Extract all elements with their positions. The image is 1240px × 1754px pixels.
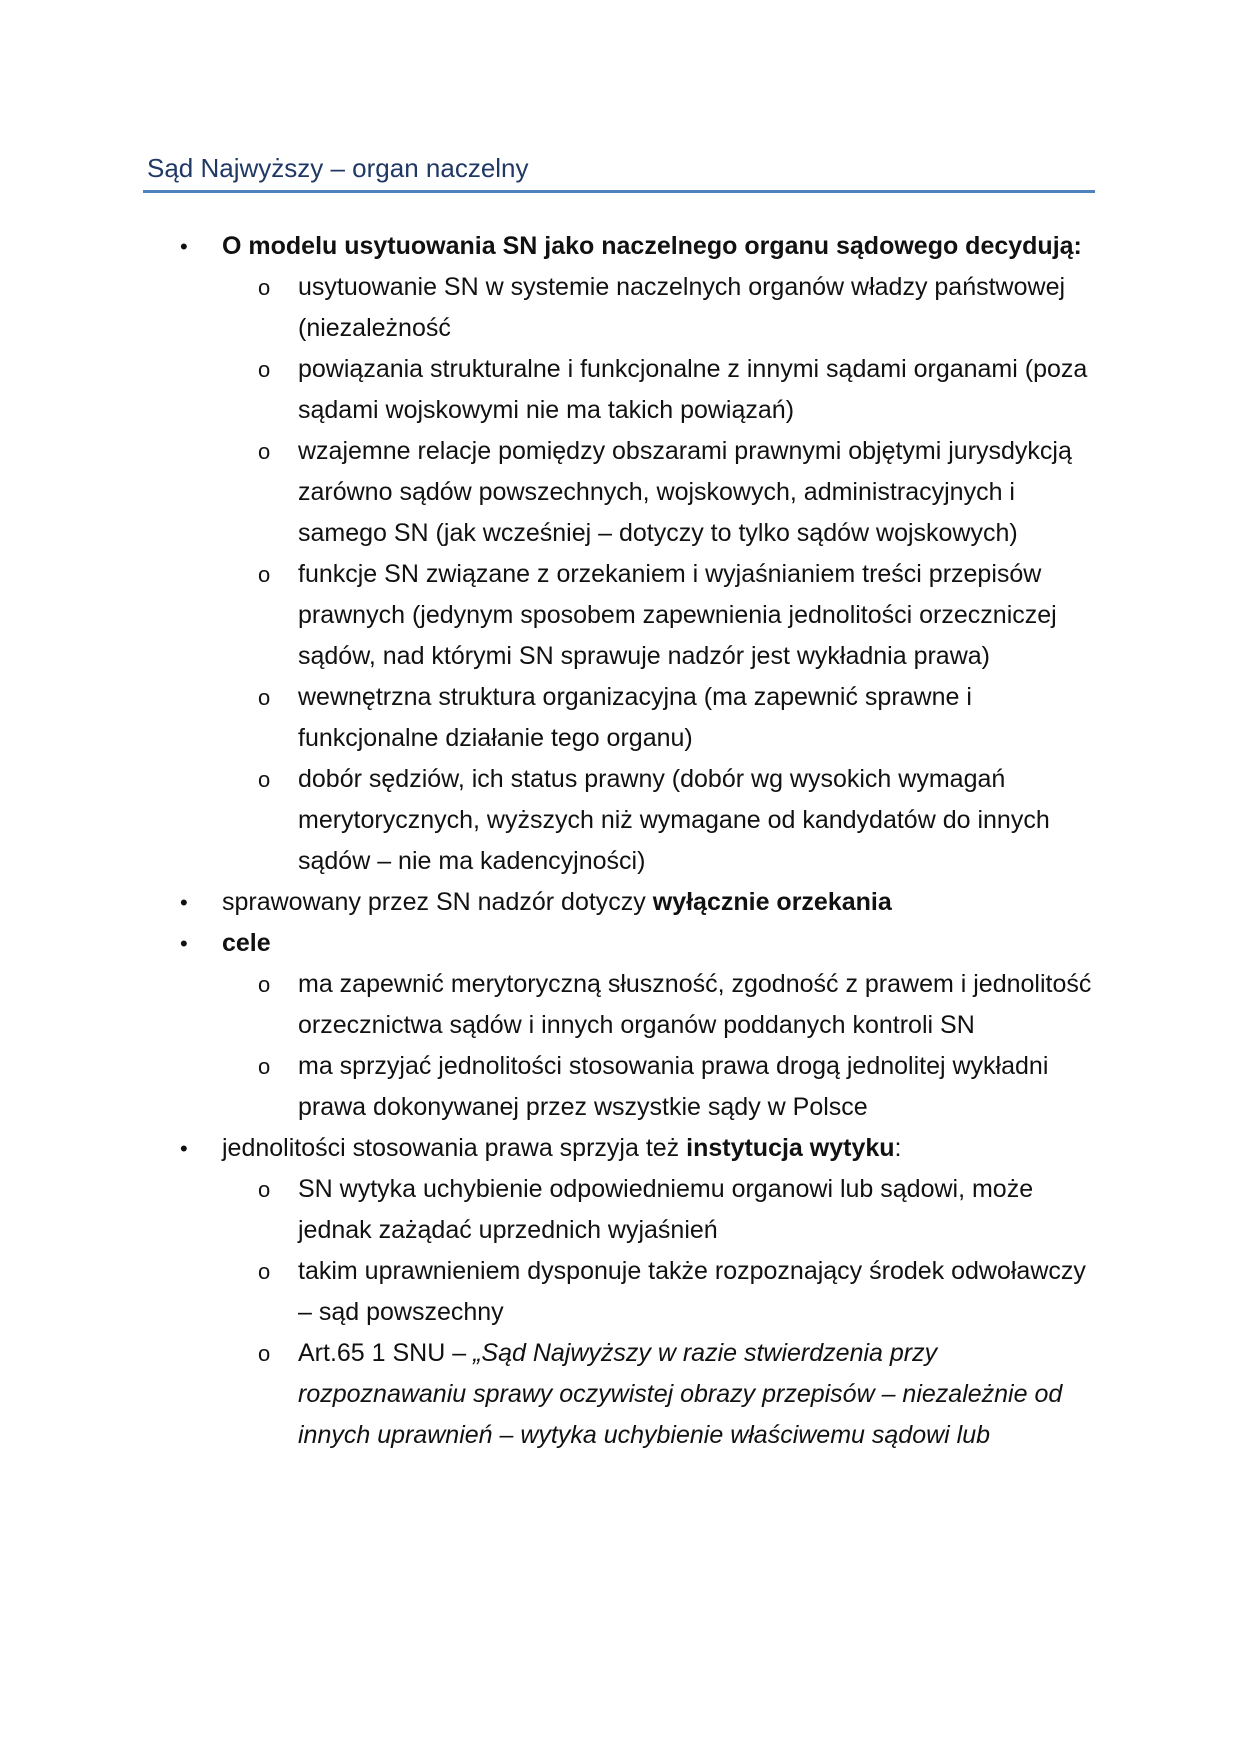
sub-item-text: powiązania strukturalne i funkcjonalne z innymi sądami organami (poza sądami wojskowymi nie ma takich powiązań)	[298, 355, 1088, 424]
sub-list-item	[176, 267, 1106, 349]
sub-item-text: wewnętrzna struktura organizacyjna (ma zapewnić sprawne i funkcjonalne działanie tego organu)	[298, 683, 972, 752]
sub-item-text: takim uprawnieniem dysponuje także rozpoznający środek odwoławczy – sąd powszechny	[298, 1257, 1086, 1326]
sub-item-text: SN wytyka uchybienie odpowiedniemu organowi lub sądowi, może jednak zażądać uprzednich wyjaśnień	[298, 1175, 1034, 1244]
sub-list	[176, 1169, 1106, 1456]
list-item	[176, 923, 1106, 964]
heading-underline	[143, 190, 1095, 193]
sub-list-item	[176, 349, 1106, 431]
sub-item-text: usytuowanie SN w systemie naczelnych organów władzy państwowej (niezależność	[298, 273, 1066, 342]
sub-bullet-icon: o	[258, 562, 271, 587]
sub-list-item	[176, 1251, 1106, 1333]
bullet-icon: •	[180, 1136, 188, 1161]
sub-list	[176, 267, 1106, 882]
sub-bullet-icon: o	[258, 685, 271, 710]
list-item-text	[222, 1128, 1106, 1169]
sub-list-item	[176, 1333, 1106, 1456]
plain-text: Art.65 1 SNU –	[298, 1339, 474, 1367]
sub-bullet-icon: o	[258, 439, 271, 464]
bullet-icon: •	[180, 234, 188, 259]
page-title: Sąd Najwyższy – organ naczelny	[147, 153, 529, 183]
sub-item-text: ma sprzyjać jednolitości stosowania prawa drogą jednolitej wykładni prawa dokonywanej przez wszystkie sądy w Polsce	[298, 1052, 1049, 1121]
plain-text: sprawowany przez SN nadzór dotyczy	[222, 888, 653, 916]
list-item	[176, 226, 1106, 267]
sub-list-item	[176, 1046, 1106, 1128]
sub-list	[176, 964, 1106, 1128]
sub-list-item	[176, 1169, 1106, 1251]
sub-bullet-icon: o	[258, 1054, 271, 1079]
sub-bullet-icon: o	[258, 275, 271, 300]
sub-item-text: dobór sędziów, ich status prawny (dobór wg wysokich wymagań merytorycznych, wyższych niż wymagane od kandydatów do innych sądów – nie ma kadencyjności)	[298, 765, 1050, 875]
bullet-icon: •	[180, 890, 188, 915]
list-item-text	[222, 923, 1106, 964]
sub-bullet-icon: o	[258, 1259, 271, 1284]
list-item	[176, 882, 1106, 923]
list-item	[176, 1128, 1106, 1169]
sub-item-text: wzajemne relacje pomiędzy obszarami prawnymi objętymi jurysdykcją zarówno sądów powszechnych, wojskowych, administracyjnych i samego SN (jak wcześniej – dotyczy to tylko sądów wojskowych)	[298, 437, 1072, 547]
bold-text: wyłącznie orzekania	[652, 888, 892, 916]
plain-text: jednolitości stosowania prawa sprzyja też	[222, 1134, 687, 1162]
sub-item-text: funkcje SN związane z orzekaniem i wyjaśnianiem treści przepisów prawnych (jedynym sposobem zapewnienia jednolitości orzeczniczej sądów, nad którymi SN sprawuje nadzór jest wykładnia prawa)	[298, 560, 1057, 670]
list-item-text	[222, 226, 1106, 267]
sub-bullet-icon: o	[258, 1177, 271, 1202]
bold-text: instytucja wytyku	[686, 1134, 895, 1162]
sub-list-item	[176, 677, 1106, 759]
bold-text: cele	[222, 929, 271, 957]
plain-text: :	[894, 1134, 902, 1162]
sub-list-item	[176, 964, 1106, 1046]
sub-bullet-icon: o	[258, 972, 271, 997]
list-item-text	[222, 882, 1106, 923]
italic-quote: „Sąd Najwyższy w razie stwierdzenia przy rozpoznawaniu sprawy oczywistej obrazy przepisów – niezależnie od innych uprawnień – wytyka uchybienie właściwemu sądowi lub	[298, 1339, 1063, 1449]
sub-list-item	[176, 554, 1106, 677]
sub-item-text: ma zapewnić merytoryczną słuszność, zgodność z prawem i jednolitość orzecznictwa sądów i innych organów poddanych kontroli SN	[298, 970, 1092, 1039]
sub-bullet-icon: o	[258, 357, 271, 382]
sub-list-item	[176, 759, 1106, 882]
sub-list-item	[176, 431, 1106, 554]
sub-bullet-icon: o	[258, 767, 271, 792]
sub-bullet-icon: o	[258, 1341, 271, 1366]
bullet-icon: •	[180, 931, 188, 956]
bold-text: O modelu usytuowania SN jako naczelnego organu sądowego decydują:	[222, 232, 1082, 260]
bullet-list	[176, 226, 1106, 1456]
sub-item-text	[298, 1333, 1106, 1456]
